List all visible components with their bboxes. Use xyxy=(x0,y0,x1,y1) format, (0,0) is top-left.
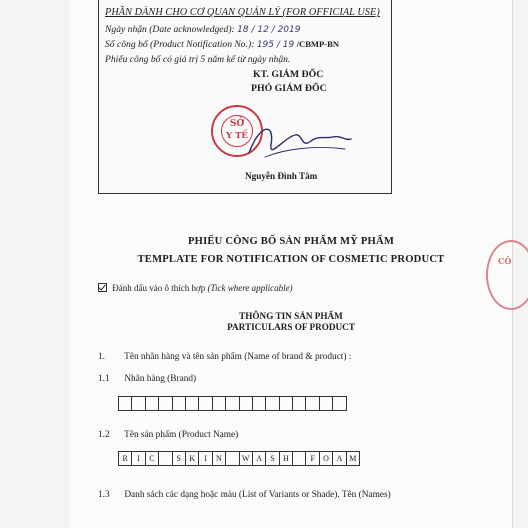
item-1-1-number: 1.1 xyxy=(98,374,110,384)
product-letter-box-1: I xyxy=(131,451,145,466)
official-seal-line-2: Y TẾ xyxy=(226,131,248,141)
edge-seal-mark: CÔ xyxy=(498,256,512,266)
edge-seal-partial xyxy=(486,240,528,310)
notification-number-line xyxy=(105,39,339,50)
product-letter-box-6: I xyxy=(198,451,212,466)
product-letter-box-13 xyxy=(292,451,306,466)
product-letter-box-7: N xyxy=(212,451,226,466)
brand-letter-box-9 xyxy=(239,396,253,411)
brand-letter-box-14 xyxy=(305,396,319,411)
item-1-1 xyxy=(98,374,196,384)
brand-letter-box-4 xyxy=(172,396,186,411)
brand-letter-box-16 xyxy=(332,396,346,411)
brand-letter-box-5 xyxy=(185,396,199,411)
brand-letter-box-11 xyxy=(265,396,279,411)
product-letter-box-8 xyxy=(225,451,239,466)
signature-title-1: KT. GIÁM ĐỐC xyxy=(253,69,324,80)
brand-letter-box-1 xyxy=(131,396,145,411)
notification-number-value: 195 / 19 xyxy=(256,40,295,50)
item-1-3 xyxy=(98,490,391,500)
section-title-vietnamese: THÔNG TIN SẢN PHẨM xyxy=(239,311,343,321)
brand-letter-box-2 xyxy=(145,396,159,411)
item-1-label: Tên nhãn hàng và tên sản phẩm (Name of brand & product) : xyxy=(124,352,352,362)
product-letter-box-0: R xyxy=(118,451,132,466)
handwritten-signature xyxy=(245,115,355,165)
product-letter-box-10: A xyxy=(252,451,266,466)
date-acknowledged-line xyxy=(105,24,300,35)
item-1-3-number: 1.3 xyxy=(98,490,110,500)
product-name-letter-boxes xyxy=(118,451,359,466)
product-letter-box-15: O xyxy=(319,451,333,466)
product-letter-box-3 xyxy=(158,451,172,466)
brand-letter-box-15 xyxy=(319,396,333,411)
item-1-2-number: 1.2 xyxy=(98,430,110,440)
brand-letter-box-3 xyxy=(158,396,172,411)
tick-instruction-label: Đánh dấu vào ô thích hợp xyxy=(112,283,206,293)
brand-letter-box-8 xyxy=(225,396,239,411)
tick-instruction-hint: (Tick where applicable) xyxy=(207,283,293,293)
checkbox-checked-icon xyxy=(98,283,107,292)
brand-letter-box-7 xyxy=(212,396,226,411)
product-letter-box-14: F xyxy=(305,451,319,466)
date-acknowledged-label: Ngày nhận (Date acknowledged): xyxy=(105,24,235,35)
notification-number-suffix: /CBMP-BN xyxy=(296,39,340,49)
brand-letter-box-6 xyxy=(198,396,212,411)
item-1-number: 1. xyxy=(98,352,105,362)
section-title-english: PARTICULARS OF PRODUCT xyxy=(227,322,355,332)
validity-note: Phiếu công bố có giá trị 5 năm kể từ ngày nhận. xyxy=(105,54,291,65)
official-use-heading: PHẦN DÀNH CHO CƠ QUAN QUẢN LÝ (FOR OFFICIAL USE) xyxy=(105,7,380,18)
brand-letter-box-10 xyxy=(252,396,266,411)
product-letter-box-16: A xyxy=(332,451,346,466)
official-use-box xyxy=(98,0,392,194)
brand-letter-box-13 xyxy=(292,396,306,411)
brand-letter-box-12 xyxy=(279,396,293,411)
signature-title-2: PHÓ GIÁM ĐỐC xyxy=(251,83,327,94)
product-letter-box-11: S xyxy=(265,451,279,466)
product-letter-box-17: M xyxy=(346,451,360,466)
product-letter-box-9: W xyxy=(239,451,253,466)
notification-number-label: Số công bố (Product Notification No.): xyxy=(105,39,255,50)
product-letter-box-5: K xyxy=(185,451,199,466)
item-1-2 xyxy=(98,430,238,440)
product-letter-box-4: S xyxy=(172,451,186,466)
signer-name: Nguyễn Đình Tâm xyxy=(245,171,318,181)
date-acknowledged-value: 18 / 12 / 2019 xyxy=(237,25,301,35)
item-1-3-label: Danh sách các dạng hoặc màu (List of Variants or Shade). Tên (Names) xyxy=(124,490,391,500)
item-1-1-label: Nhãn hàng (Brand) xyxy=(124,374,197,384)
form-title-english: TEMPLATE FOR NOTIFICATION OF COSMETIC PRODUCT xyxy=(137,254,445,265)
form-title-vietnamese: PHIẾU CÔNG BỐ SẢN PHẨM MỸ PHẨM xyxy=(187,236,395,247)
product-letter-box-12: H xyxy=(279,451,293,466)
product-letter-box-2: C xyxy=(145,451,159,466)
official-seal-line-1: SỞ xyxy=(229,119,245,129)
brand-letter-boxes xyxy=(118,396,346,411)
item-1-2-label: Tên sản phẩm (Product Name) xyxy=(124,430,239,440)
item-1 xyxy=(98,352,351,362)
brand-letter-box-0 xyxy=(118,396,132,411)
tick-instruction xyxy=(98,283,293,293)
